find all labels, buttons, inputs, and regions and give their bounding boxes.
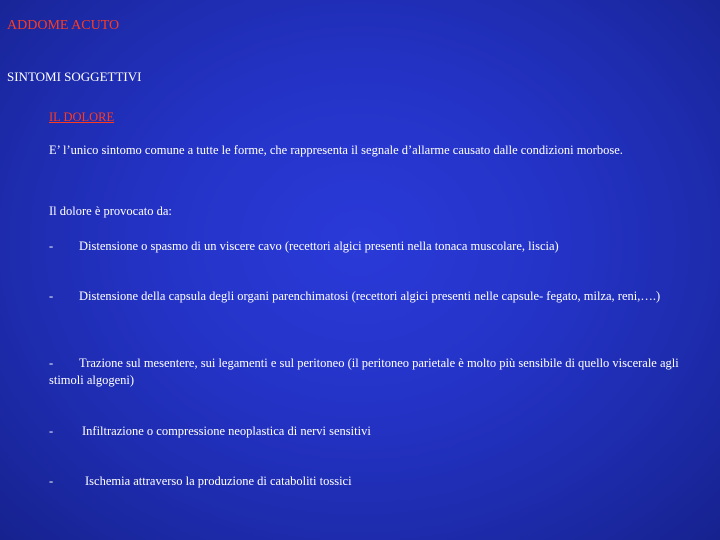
bullet-dash: - bbox=[49, 356, 54, 370]
bullet-item: Infiltrazione o compressione neoplastica di nervi sensitivi bbox=[82, 424, 371, 438]
slide-subtitle: SINTOMI SOGGETTIVI bbox=[7, 69, 142, 84]
bullet-dash: - bbox=[49, 239, 54, 253]
slide-title: ADDOME ACUTO bbox=[7, 18, 120, 33]
bullet-text: Distensione della capsula degli organi parenchimatosi (recettori algici presenti nelle capsule- fegato, milza, reni,….) bbox=[79, 289, 661, 303]
intro-paragraph: E’ l’unico sintomo comune a tutte le forme, che rappresenta il segnale d’allarme causato dalle condizioni morbose. bbox=[49, 143, 623, 157]
bullet-dash: - bbox=[49, 424, 54, 438]
bullet-dash: - bbox=[49, 474, 54, 488]
provoked-by-label: Il dolore è provocato da: bbox=[49, 204, 172, 218]
bullet-item bbox=[49, 355, 714, 389]
bullet-item: Ischemia attraverso la produzione di cataboliti tossici bbox=[85, 474, 352, 488]
section-heading: IL DOLORE bbox=[49, 110, 115, 124]
bullet-dash: - bbox=[49, 289, 54, 303]
bullet-item bbox=[49, 288, 699, 305]
bullet-text: Trazione sul mesentere, sui legamenti e sul peritoneo (il peritoneo parietale è molto più sensibile di quello viscerale agli stimoli algogeni) bbox=[49, 356, 679, 387]
bullet-item: Distensione o spasmo di un viscere cavo (recettori algici presenti nella tonaca muscolare, liscia) bbox=[79, 239, 559, 253]
